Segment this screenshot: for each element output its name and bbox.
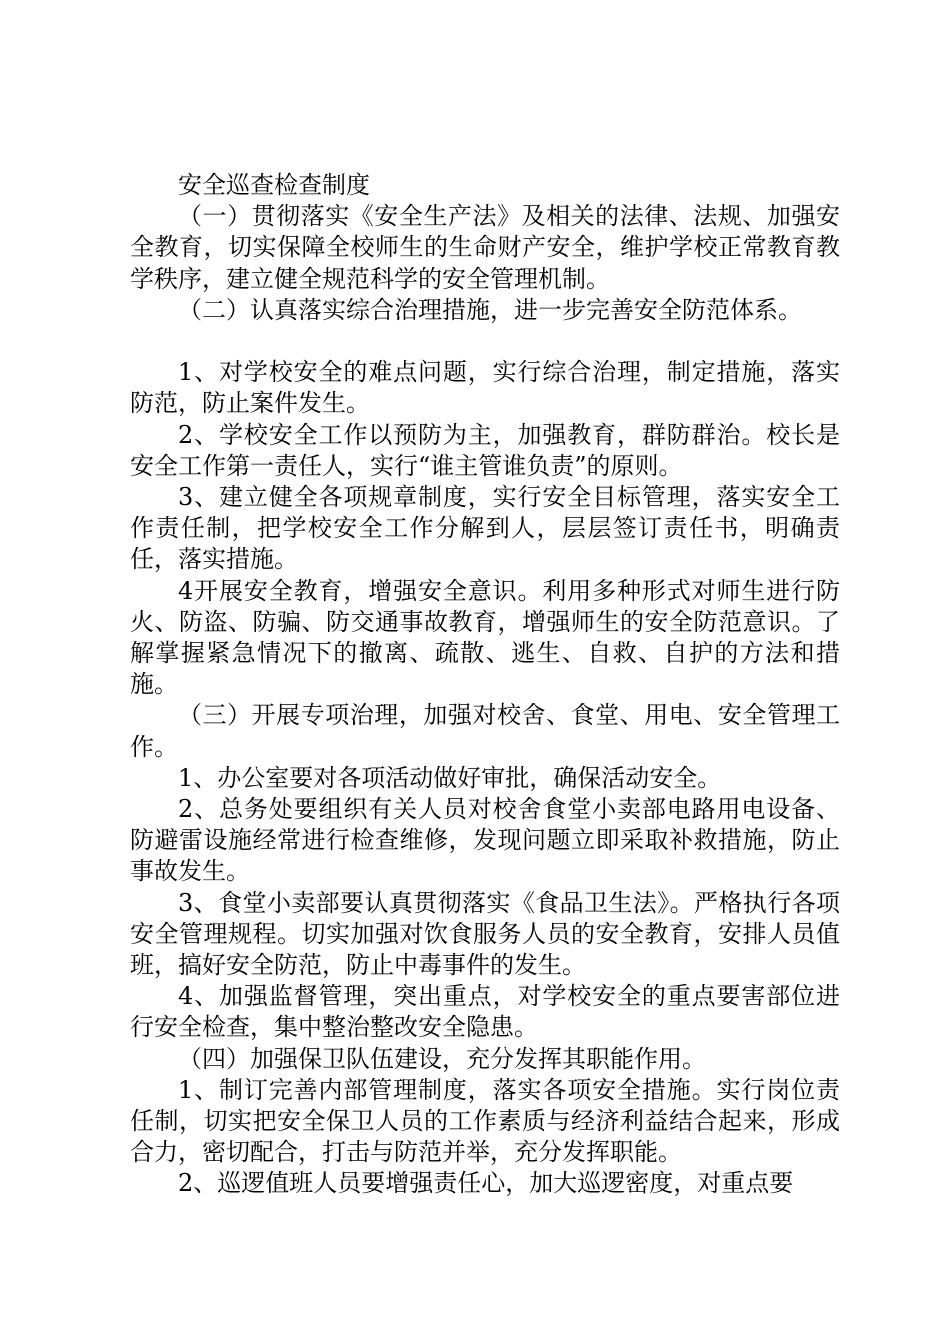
section-2-heading: （二）认真落实综合治理措施，进一步完善安全防范体系。 bbox=[178, 295, 802, 324]
section-2-item-2: 2、学校安全工作以预防为主，加强教育，群防群治。校长是安全工作第一责任人，实行“谁主管谁负责”的原则。 bbox=[130, 420, 840, 480]
section-2-item-4: 4开展安全教育，增强安全意识。利用多种形式对师生进行防火、防盗、防骗、防交通事故教育，增强师生的安全防范意识。了解掌握紧急情况下的撤离、疏散、逃生、自救、自护的方法和措施。 bbox=[130, 576, 840, 699]
section-3-item-4: 4、加强监督管理，突出重点，对学校安全的重点要害部位进行安全检查，集中整治整改安全隐患。 bbox=[130, 982, 840, 1042]
section-3-heading: （三）开展专项治理，加强对校舍、食堂、用电、安全管理工作。 bbox=[130, 701, 840, 761]
section-4-heading: （四）加强保卫队伍建设，充分发挥其职能作用。 bbox=[178, 1044, 706, 1073]
document-title: 安全巡查检查制度 bbox=[178, 171, 370, 199]
section-1-paragraph: （一）贯彻落实《安全生产法》及相关的法律、法规、加强安全教育，切实保障全校师生的生命财产安全，维护学校正常教育教学秩序，建立健全规范科学的安全管理机制。 bbox=[130, 202, 840, 293]
blank-line bbox=[130, 326, 840, 357]
section-3-item-1: 1、办公室要对各项活动做好审批，确保活动安全。 bbox=[178, 763, 722, 792]
section-3-item-3: 3、食堂小卖部要认真贯彻落实《食品卫生法》。严格执行各项安全管理规程。切实加强对饮食服务人员的安全教育，安排人员值班，搞好安全防范，防止中毒事件的发生。 bbox=[130, 888, 840, 980]
section-2-item-1: 1、对学校安全的难点问题，实行综合治理，制定措施，落实防范，防止案件发生。 bbox=[130, 358, 840, 418]
section-4-item-1: 1、制订完善内部管理制度，落实各项安全措施。实行岗位责任制，切实把安全保卫人员的工作素质与经济利益结合起来，形成合力，密切配合，打击与防范并举，充分发挥职能。 bbox=[130, 1075, 840, 1167]
section-4-item-2: 2、巡逻值班人员要增强责任心，加大巡逻密度，对重点要 bbox=[178, 1169, 794, 1198]
section-3-item-2: 2、总务处要组织有关人员对校舍食堂小卖部电路用电设备、防避雷设施经常进行检查维修，发现问题立即采取补救措施，防止事故发生。 bbox=[130, 795, 840, 886]
section-2-item-3: 3、建立健全各项规章制度，实行安全目标管理，落实安全工作责任制，把学校安全工作分解到人，层层签订责任书，明确责任，落实措施。 bbox=[130, 483, 840, 574]
document-page bbox=[130, 170, 840, 1200]
